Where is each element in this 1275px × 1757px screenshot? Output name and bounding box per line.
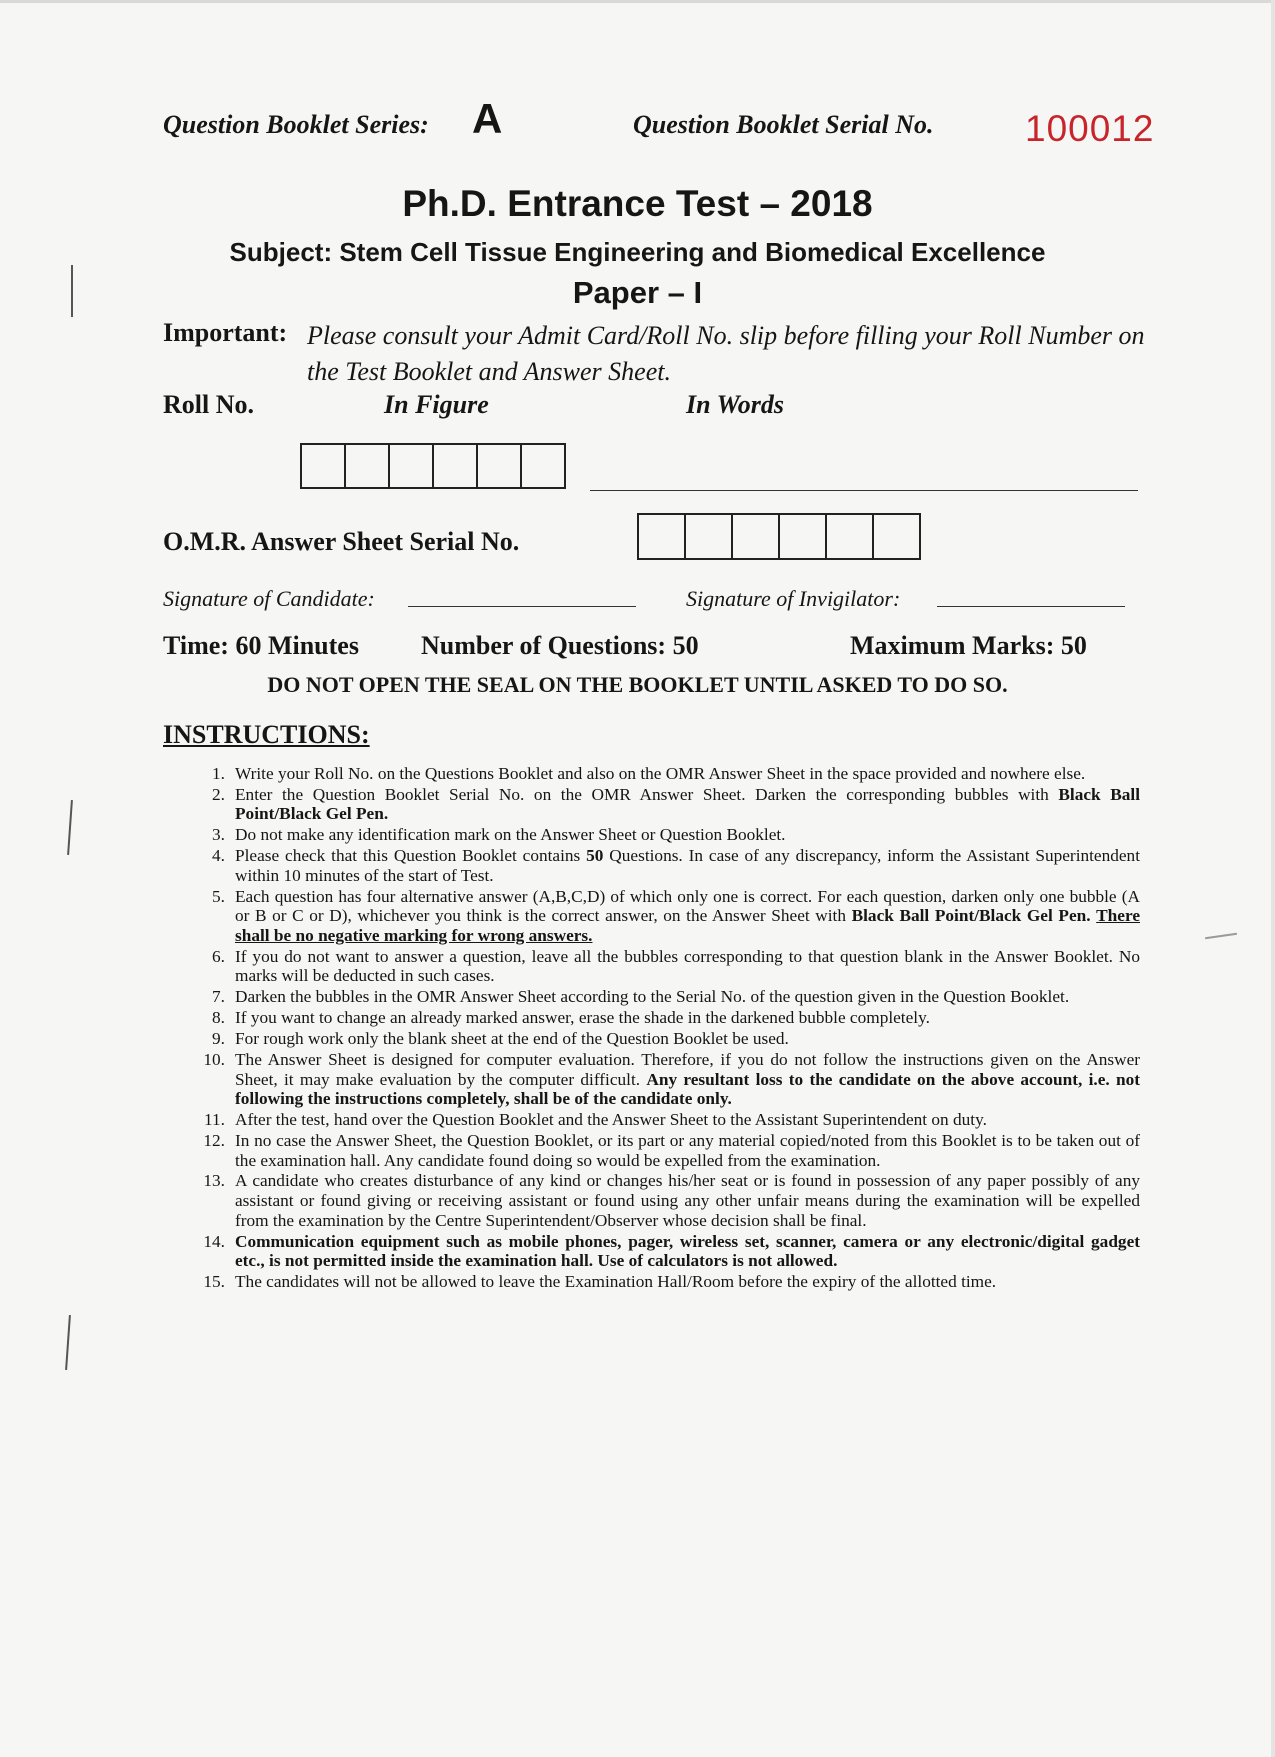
omr-digit-box[interactable] (778, 513, 827, 560)
serial-label: Question Booklet Serial No. (633, 110, 934, 139)
roll-digit-box[interactable] (388, 443, 434, 489)
roll-number-boxes[interactable] (300, 443, 566, 489)
binding-mark (71, 265, 73, 317)
candidate-signature-line[interactable] (408, 606, 636, 607)
roll-digit-box[interactable] (300, 443, 346, 489)
instruction-item: 2. Enter the Question Booklet Serial No. on the OMR Answer Sheet. Darken the corresponding bubbles with Black Ball Point/Black Gel Pen. (212, 784, 1140, 824)
instructions-list (195, 764, 1140, 1293)
roll-digit-box[interactable] (520, 443, 566, 489)
question-count: Number of Questions: 50 (421, 631, 699, 660)
in-words-label: In Words (686, 390, 785, 419)
instruction-item: 12. In no case the Answer Sheet, the Question Booklet, or its part or any material copied/noted from this Booklet is to be taken out of the examination hall. Any candidate found doing so would be expelled from the examination. (203, 1130, 1140, 1170)
roll-label: Roll No. (163, 390, 254, 419)
scan-edge-top (0, 0, 1275, 3)
instruction-item: 10. The Answer Sheet is designed for computer evaluation. Therefore, if you do not follow the instructions given on the Answer Sheet, it may make evaluation by the computer difficult. Any resultant loss to the candidate on the above account, i.e. not following the instructions completely, shall be of the candidate only. (203, 1049, 1141, 1109)
important-label: Important: (163, 318, 288, 347)
omr-digit-box[interactable] (684, 513, 733, 560)
omr-digit-box[interactable] (637, 513, 686, 560)
roll-digit-box[interactable] (344, 443, 390, 489)
instruction-item: 1. Write your Roll No. on the Questions Booklet and also on the OMR Answer Sheet in the space provided and nowhere else. (212, 764, 1086, 783)
instruction-item: 13. A candidate who creates disturbance of any kind or changes his/her seat or is found in possession of any paper possibly of any assistant or found giving or receiving assistant or found using any other unfair means during the examination will be expelled from the examination by the Centre Superintendent/Observer whose decision shall be final. (203, 1171, 1140, 1230)
seal-notice: DO NOT OPEN THE SEAL ON THE BOOKLET UNTIL ASKED TO DO SO. (267, 672, 1008, 697)
omr-digit-box[interactable] (825, 513, 874, 560)
time-limit: Time: 60 Minutes (163, 631, 359, 660)
series-value: A (472, 95, 503, 142)
instruction-item: 5. Each question has four alternative answer (A,B,C,D) of which only one is correct. For each question, darken only one bubble (A or B or C or D), whichever you think is the correct answer, on the Answer Sheet with Black Ball Point/Black Gel Pen. There shall be no negative marking for wrong answers. (212, 886, 1140, 945)
instruction-item: 6. If you do not want to answer a question, leave all the bubbles corresponding to that question blank in the Answer Booklet. No marks will be deducted in such cases. (212, 946, 1140, 986)
instruction-item: 15. The candidates will not be allowed to leave the Examination Hall/Room before the expiry of the allotted time. (203, 1272, 997, 1291)
omr-serial-boxes[interactable] (637, 513, 921, 560)
candidate-signature-label: Signature of Candidate: (163, 586, 375, 611)
instruction-item: 8. If you want to change an already marked answer, erase the shade in the darkened bubble completely. (212, 1008, 930, 1028)
binding-mark (65, 1315, 71, 1370)
series-label: Question Booklet Series: (163, 110, 429, 139)
invigilator-signature-line[interactable] (937, 606, 1125, 607)
omr-serial-label: O.M.R. Answer Sheet Serial No. (163, 527, 520, 556)
instructions-heading: INSTRUCTIONS: (163, 720, 370, 749)
subject-line: Subject: Stem Cell Tissue Engineering and Biomedical Excellence (229, 237, 1046, 267)
serial-value: 100012 (1025, 108, 1155, 149)
roll-in-words-line[interactable] (590, 490, 1138, 491)
important-text: Please consult your Admit Card/Roll No. slip before filling your Roll Number on the Test Booklet and Answer Sheet. (307, 321, 1145, 386)
invigilator-signature-label: Signature of Invigilator: (686, 586, 901, 611)
omr-digit-box[interactable] (872, 513, 921, 560)
instruction-item: 14. Communication equipment such as mobile phones, pager, wireless set, scanner, camera or any electronic/digital gadget etc., is not permitted inside the examination hall. Use of calculators is not allowed. (203, 1231, 1140, 1271)
instruction-item: 11. After the test, hand over the Question Booklet and the Answer Sheet to the Assistant Superintendent on duty. (204, 1110, 987, 1130)
binding-mark (67, 800, 73, 855)
instruction-item: 4. Please check that this Question Booklet contains 50 Questions. In case of any discrepancy, inform the Assistant Superintendent within 10 minutes of the start of Test. (212, 846, 1140, 885)
instruction-item: 7. Darken the bubbles in the OMR Answer Sheet according to the Serial No. of the question given in the Question Booklet. (212, 987, 1070, 1007)
scan-artifact (1205, 933, 1237, 939)
instruction-item: 9. For rough work only the blank sheet at the end of the Question Booklet be used. (212, 1029, 789, 1049)
paper-number: Paper – I (572, 275, 703, 310)
roll-digit-box[interactable] (476, 443, 522, 489)
page-title: Ph.D. Entrance Test – 2018 (402, 183, 873, 224)
in-figure-label: In Figure (384, 390, 489, 419)
omr-digit-box[interactable] (731, 513, 780, 560)
roll-digit-box[interactable] (432, 443, 478, 489)
maximum-marks: Maximum Marks: 50 (850, 631, 1087, 660)
instruction-item: 3. Do not make any identification mark on the Answer Sheet or Question Booklet. (212, 825, 786, 845)
